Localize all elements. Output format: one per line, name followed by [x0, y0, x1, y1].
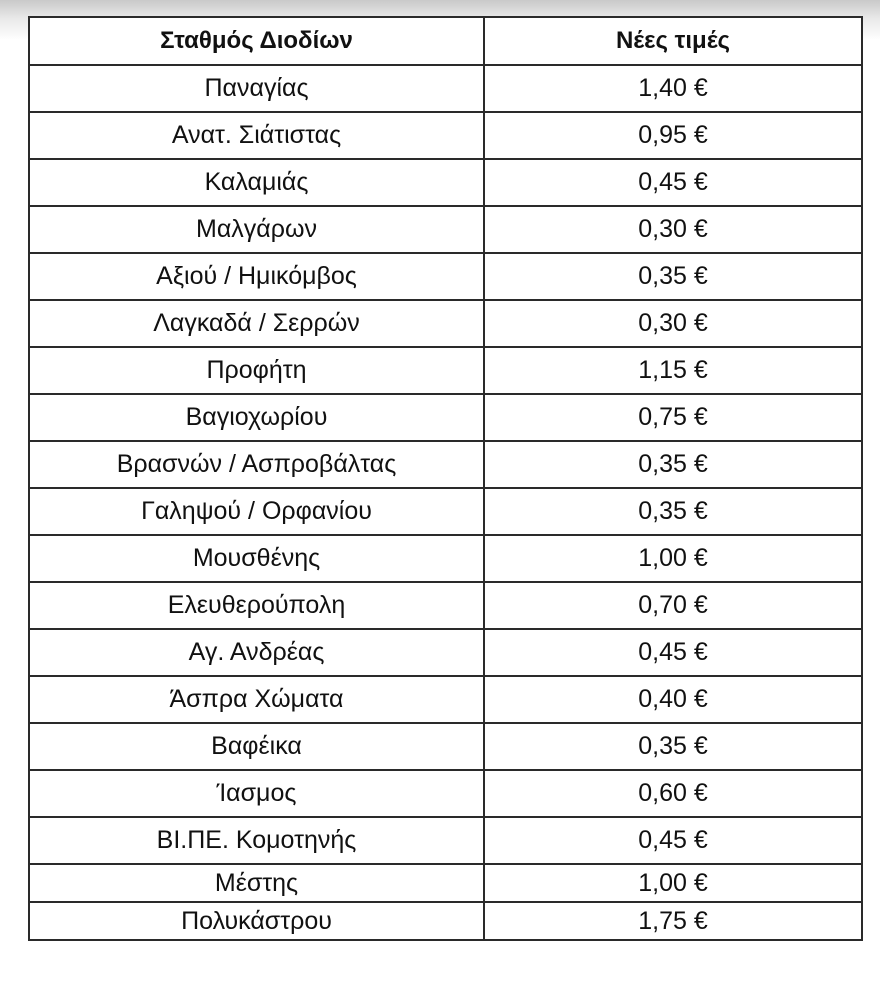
station-cell: Μέστης — [29, 864, 484, 902]
price-cell: 0,30 € — [484, 206, 862, 253]
table-row — [29, 723, 862, 770]
price-cell: 1,15 € — [484, 347, 862, 394]
table-row — [29, 159, 862, 206]
table-row — [29, 676, 862, 723]
table-row — [29, 253, 862, 300]
table-row — [29, 347, 862, 394]
station-cell: Πολυκάστρου — [29, 902, 484, 940]
price-cell: 1,75 € — [484, 902, 862, 940]
station-cell: Ανατ. Σιάτιστας — [29, 112, 484, 159]
station-cell: Παναγίας — [29, 65, 484, 112]
price-cell: 0,35 € — [484, 441, 862, 488]
price-cell: 0,75 € — [484, 394, 862, 441]
station-cell: Βρασνών / Ασπροβάλτας — [29, 441, 484, 488]
station-cell: Ίασμος — [29, 770, 484, 817]
table-row — [29, 817, 862, 864]
price-cell: 1,00 € — [484, 864, 862, 902]
price-cell: 1,40 € — [484, 65, 862, 112]
table-row — [29, 535, 862, 582]
price-cell: 0,35 € — [484, 488, 862, 535]
station-cell: Βαφέικα — [29, 723, 484, 770]
price-cell: 0,35 € — [484, 723, 862, 770]
station-cell: ΒΙ.ΠΕ. Κομοτηνής — [29, 817, 484, 864]
station-cell: Μαλγάρων — [29, 206, 484, 253]
header-price: Νέες τιμές — [484, 17, 862, 65]
price-cell: 0,45 € — [484, 629, 862, 676]
toll-prices-table — [28, 16, 863, 941]
table-row — [29, 206, 862, 253]
station-cell: Αξιού / Ημικόμβος — [29, 253, 484, 300]
table-row — [29, 394, 862, 441]
price-cell: 0,95 € — [484, 112, 862, 159]
price-cell: 0,70 € — [484, 582, 862, 629]
price-cell: 0,40 € — [484, 676, 862, 723]
price-cell: 0,60 € — [484, 770, 862, 817]
station-cell: Αγ. Ανδρέας — [29, 629, 484, 676]
station-cell: Γαληψού / Ορφανίου — [29, 488, 484, 535]
price-cell: 0,45 € — [484, 159, 862, 206]
header-station: Σταθμός Διοδίων — [29, 17, 484, 65]
station-cell: Μουσθένης — [29, 535, 484, 582]
station-cell: Καλαμιάς — [29, 159, 484, 206]
table-header-row — [29, 17, 862, 65]
table-row — [29, 441, 862, 488]
table-row — [29, 65, 862, 112]
price-cell: 0,45 € — [484, 817, 862, 864]
table-row — [29, 488, 862, 535]
table-row — [29, 112, 862, 159]
station-cell: Βαγιοχωρίου — [29, 394, 484, 441]
table-row — [29, 582, 862, 629]
station-cell: Προφήτη — [29, 347, 484, 394]
table-row — [29, 300, 862, 347]
table-row — [29, 770, 862, 817]
price-cell: 1,00 € — [484, 535, 862, 582]
price-cell: 0,30 € — [484, 300, 862, 347]
table-row — [29, 629, 862, 676]
station-cell: Άσπρα Χώματα — [29, 676, 484, 723]
station-cell: Ελευθερούπολη — [29, 582, 484, 629]
table-row — [29, 864, 862, 902]
price-cell: 0,35 € — [484, 253, 862, 300]
station-cell: Λαγκαδά / Σερρών — [29, 300, 484, 347]
table-row — [29, 902, 862, 940]
